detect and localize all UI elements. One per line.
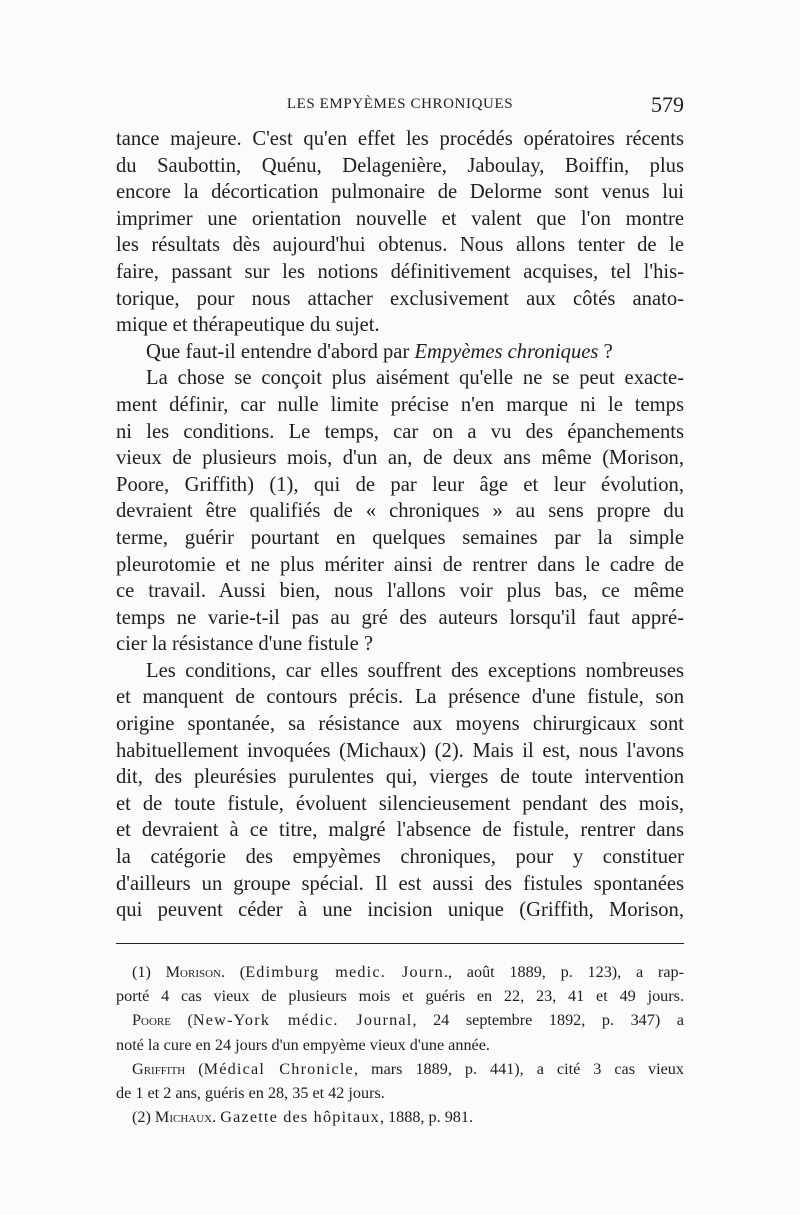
footnote-text: , 1888, p. 981. <box>379 1108 474 1127</box>
footnote-journal: New-York médic. Journal <box>192 1011 413 1030</box>
footnote-text: . ( <box>220 963 246 981</box>
footnote-line: porté 4 cas vieux de plusieurs mois et guéris en 22, 23, 41 et 49 jours. <box>116 987 684 1006</box>
italic-term: Empyèmes chroniques <box>414 340 599 363</box>
body-line: torique, pour nous attacher exclusivement aux côtés anato- <box>116 287 684 310</box>
footnote-text: . <box>212 1108 221 1127</box>
running-title: LES EMPYÈMES CHRONIQUES <box>286 96 514 112</box>
footnote-line <box>116 1057 684 1081</box>
footnote-line: noté la cure en 24 jours d'un empyème vieux d'une année. <box>116 1035 490 1054</box>
body-line: vieux de plusieurs mois, d'un an, de deux ans même (Morison, <box>116 447 684 470</box>
body-line: pleurotomie et ne plus mériter ainsi de rentrer dans le cadre de <box>116 553 684 576</box>
body-line: origine spontanée, sa résistance aux moyens chirurgicaux sont <box>116 713 684 736</box>
body-text <box>116 126 684 924</box>
body-line: les résultats dès aujourd'hui obtenus. Nous allons tenter de le <box>116 234 684 257</box>
body-line: encore la décortication pulmonaire de Delorme sont venus lui <box>116 181 684 204</box>
body-line <box>116 339 684 366</box>
footnote-line <box>116 1105 684 1129</box>
body-line: dit, des pleurésies purulentes qui, vierges de toute intervention <box>116 766 684 789</box>
body-line: ce travail. Aussi bien, nous l'allons voir plus bas, ce même <box>116 580 684 603</box>
body-line: imprimer une orientation nouvelle et valent que l'on montre <box>116 207 684 230</box>
page-number: 579 <box>651 92 684 117</box>
footnote-marker: (1) <box>132 963 166 981</box>
footnote-line <box>116 1008 684 1032</box>
footnote-text: , 24 septembre 1892, p. 347) a <box>412 1011 684 1030</box>
line-text: Que faut-il entendre d'abord par <box>146 340 415 363</box>
body-line: temps ne varie-t-il pas au gré des auteurs lorsqu'il faut appré- <box>116 606 684 629</box>
line-text: ? <box>598 340 613 363</box>
footnote-text: ( <box>170 1011 193 1030</box>
body-line: faire, passant sur les notions définitivement acquises, tel l'his- <box>116 260 684 283</box>
body-line: tance majeure. C'est qu'en effet les procédés opératoires récents <box>116 128 684 150</box>
footnote-line: de 1 et 2 ans, guéris en 28, 35 et 42 jours. <box>116 1084 385 1103</box>
footnote-divider <box>116 943 684 944</box>
body-line: d'ailleurs un groupe spécial. Il est aussi des fistules spontanées <box>116 872 684 895</box>
footnote-journal: Gazette des hôpitaux <box>220 1108 380 1127</box>
body-line: Les conditions, car elles souffrent des exceptions nombreuses <box>146 659 684 682</box>
footnote-journal: Edimburg medic. Journ <box>245 963 444 981</box>
body-line: la catégorie des empyèmes chroniques, pour y constituer <box>116 846 684 869</box>
body-line: ment définir, car nulle limite précise n'en marque ni le temps <box>116 393 684 416</box>
footnote-author: Poore <box>132 1011 171 1030</box>
footnote-author: Morison <box>165 963 221 981</box>
body-line: ni les conditions. Le temps, car on a vu des épanchements <box>116 420 684 443</box>
body-line: et manquent de contours précis. La présence d'une fistule, son <box>116 686 684 709</box>
body-line: habituellement invoquées (Michaux) (2). Mais il est, nous l'avons <box>116 739 684 762</box>
footnote-text: ., août 1889, p. 123), a rap- <box>443 963 684 981</box>
body-line: qui peuvent céder à une incision unique (Griffith, Morison, <box>116 899 684 922</box>
footnote-text: ( <box>185 1059 204 1078</box>
footnote-author: Michaux <box>154 1108 213 1127</box>
body-line: mique et thérapeutique du sujet. <box>116 314 380 337</box>
running-head <box>116 92 684 122</box>
footnote-marker: (2) <box>132 1108 155 1127</box>
body-line: et devraient à ce titre, malgré l'absence de fistule, rentrer dans <box>116 819 684 842</box>
footnotes <box>116 960 684 1129</box>
body-line: et de toute fistule, évoluent silencieusement pendant des mois, <box>116 792 684 815</box>
footnote-author: Griffith <box>132 1059 186 1078</box>
body-line: La chose se conçoit plus aisément qu'elle ne se peut exacte- <box>146 367 684 390</box>
footnote-text: , mars 1889, p. 441), a cité 3 cas vieux <box>353 1059 684 1078</box>
footnote-journal: Médical Chronicle <box>203 1059 354 1078</box>
body-line: Poore, Griffith) (1), qui de par leur âge et leur évolution, <box>116 473 684 496</box>
footnote-line <box>116 960 684 984</box>
body-line: devraient être qualifiés de « chroniques » au sens propre du <box>116 500 684 523</box>
body-line: du Saubottin, Quénu, Delagenière, Jaboulay, Boiffin, plus <box>116 154 684 177</box>
body-line: terme, guérir pourtant en quelques semaines par la simple <box>116 526 684 549</box>
body-line: cier la résistance d'une fistule ? <box>116 633 374 656</box>
